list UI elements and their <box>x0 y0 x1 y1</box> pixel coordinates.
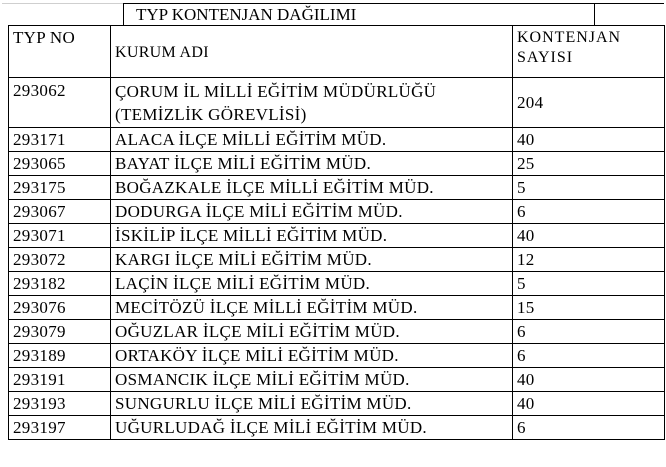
kurum-adi-cell: ALACA İLÇE MİLLİ EĞİTİM MÜD. <box>111 128 513 152</box>
kurum-adi-cell: LAÇİN İLÇE MİLİ EĞİTİM MÜD. <box>111 272 513 296</box>
typ-no-cell: 293071 <box>9 224 111 248</box>
table-row <box>9 392 665 416</box>
kurum-adi-cell: KARGI İLÇE MİLİ EĞİTİM MÜD. <box>111 248 513 272</box>
typ-no-cell: 293076 <box>9 296 111 320</box>
typ-no-cell: 293189 <box>9 344 111 368</box>
table-body <box>9 78 665 440</box>
table-row <box>9 78 665 128</box>
title-divider-left <box>2 3 123 4</box>
kontenjan-cell: 6 <box>513 416 665 440</box>
header-kontenjan-sayisi <box>513 26 665 78</box>
header-row <box>9 26 665 78</box>
table-row <box>9 200 665 224</box>
kontenjan-cell: 204 <box>513 78 665 128</box>
kontenjan-cell: 40 <box>513 368 665 392</box>
typ-no-cell: 293182 <box>9 272 111 296</box>
kontenjan-cell: 40 <box>513 392 665 416</box>
kurum-adi-line2: (TEMİZLİK GÖREVLİSİ) <box>115 104 307 124</box>
title-row <box>0 0 664 26</box>
typ-no-cell: 293065 <box>9 152 111 176</box>
table-row <box>9 320 665 344</box>
typ-no-cell: 293197 <box>9 416 111 440</box>
typ-no-cell: 293062 <box>9 78 111 128</box>
kontenjan-cell: 40 <box>513 224 665 248</box>
kurum-adi-cell: BAYAT İLÇE MİLİ EĞİTİM MÜD. <box>111 152 513 176</box>
header-typ-no: TYP NO <box>9 26 111 78</box>
typ-no-cell: 293079 <box>9 320 111 344</box>
header-kurum-adi: KURUM ADI <box>111 26 513 78</box>
kontenjan-table <box>8 25 665 440</box>
title-divider-right <box>595 3 664 4</box>
table-row <box>9 416 665 440</box>
typ-no-cell: 293072 <box>9 248 111 272</box>
typ-no-cell: 293067 <box>9 200 111 224</box>
table-row <box>9 272 665 296</box>
kurum-adi-cell: OĞUZLAR İLÇE MİLİ EĞİTİM MÜD. <box>111 320 513 344</box>
kontenjan-cell: 15 <box>513 296 665 320</box>
table-row <box>9 344 665 368</box>
kontenjan-cell: 5 <box>513 272 665 296</box>
table-row <box>9 224 665 248</box>
kontenjan-cell: 40 <box>513 128 665 152</box>
table-header <box>9 26 665 78</box>
table-row <box>9 152 665 176</box>
table-row <box>9 176 665 200</box>
kurum-adi-cell <box>111 78 513 128</box>
kurum-adi-line1: ÇORUM İL MİLLİ EĞİTİM MÜDÜRLÜĞÜ <box>115 81 437 101</box>
typ-no-cell: 293171 <box>9 128 111 152</box>
kurum-adi-cell: BOĞAZKALE İLÇE MİLLİ EĞİTİM MÜD. <box>111 176 513 200</box>
typ-no-cell: 293193 <box>9 392 111 416</box>
kontenjan-cell: 6 <box>513 344 665 368</box>
kontenjan-cell: 5 <box>513 176 665 200</box>
typ-no-cell: 293175 <box>9 176 111 200</box>
typ-no-cell: 293191 <box>9 368 111 392</box>
table-row <box>9 128 665 152</box>
table-row <box>9 368 665 392</box>
table-title: TYP KONTENJAN DAĞILIMI <box>123 3 595 25</box>
kurum-adi-cell: ORTAKÖY İLÇE MİLİ EĞİTİM MÜD. <box>111 344 513 368</box>
table-row <box>9 248 665 272</box>
kurum-adi-cell: İSKİLİP İLÇE MİLLİ EĞİTİM MÜD. <box>111 224 513 248</box>
kontenjan-cell: 6 <box>513 200 665 224</box>
kontenjan-cell: 12 <box>513 248 665 272</box>
kurum-adi-cell: OSMANCIK İLÇE MİLİ EĞİTİM MÜD. <box>111 368 513 392</box>
kontenjan-cell: 6 <box>513 320 665 344</box>
kontenjan-cell: 25 <box>513 152 665 176</box>
kurum-adi-cell: UĞURLUDAĞ İLÇE MİLİ EĞİTİM MÜD. <box>111 416 513 440</box>
kurum-adi-cell: DODURGA İLÇE MİLİ EĞİTİM MÜD. <box>111 200 513 224</box>
kurum-adi-cell: SUNGURLU İLÇE MİLİ EĞİTİM MÜD. <box>111 392 513 416</box>
header-kontenjan-line2: SAYISI <box>517 49 574 66</box>
header-kontenjan-line1: KONTENJAN <box>517 29 622 46</box>
kurum-adi-cell: MECİTÖZÜ İLÇE MİLLİ EĞİTİM MÜD. <box>111 296 513 320</box>
table-row <box>9 296 665 320</box>
